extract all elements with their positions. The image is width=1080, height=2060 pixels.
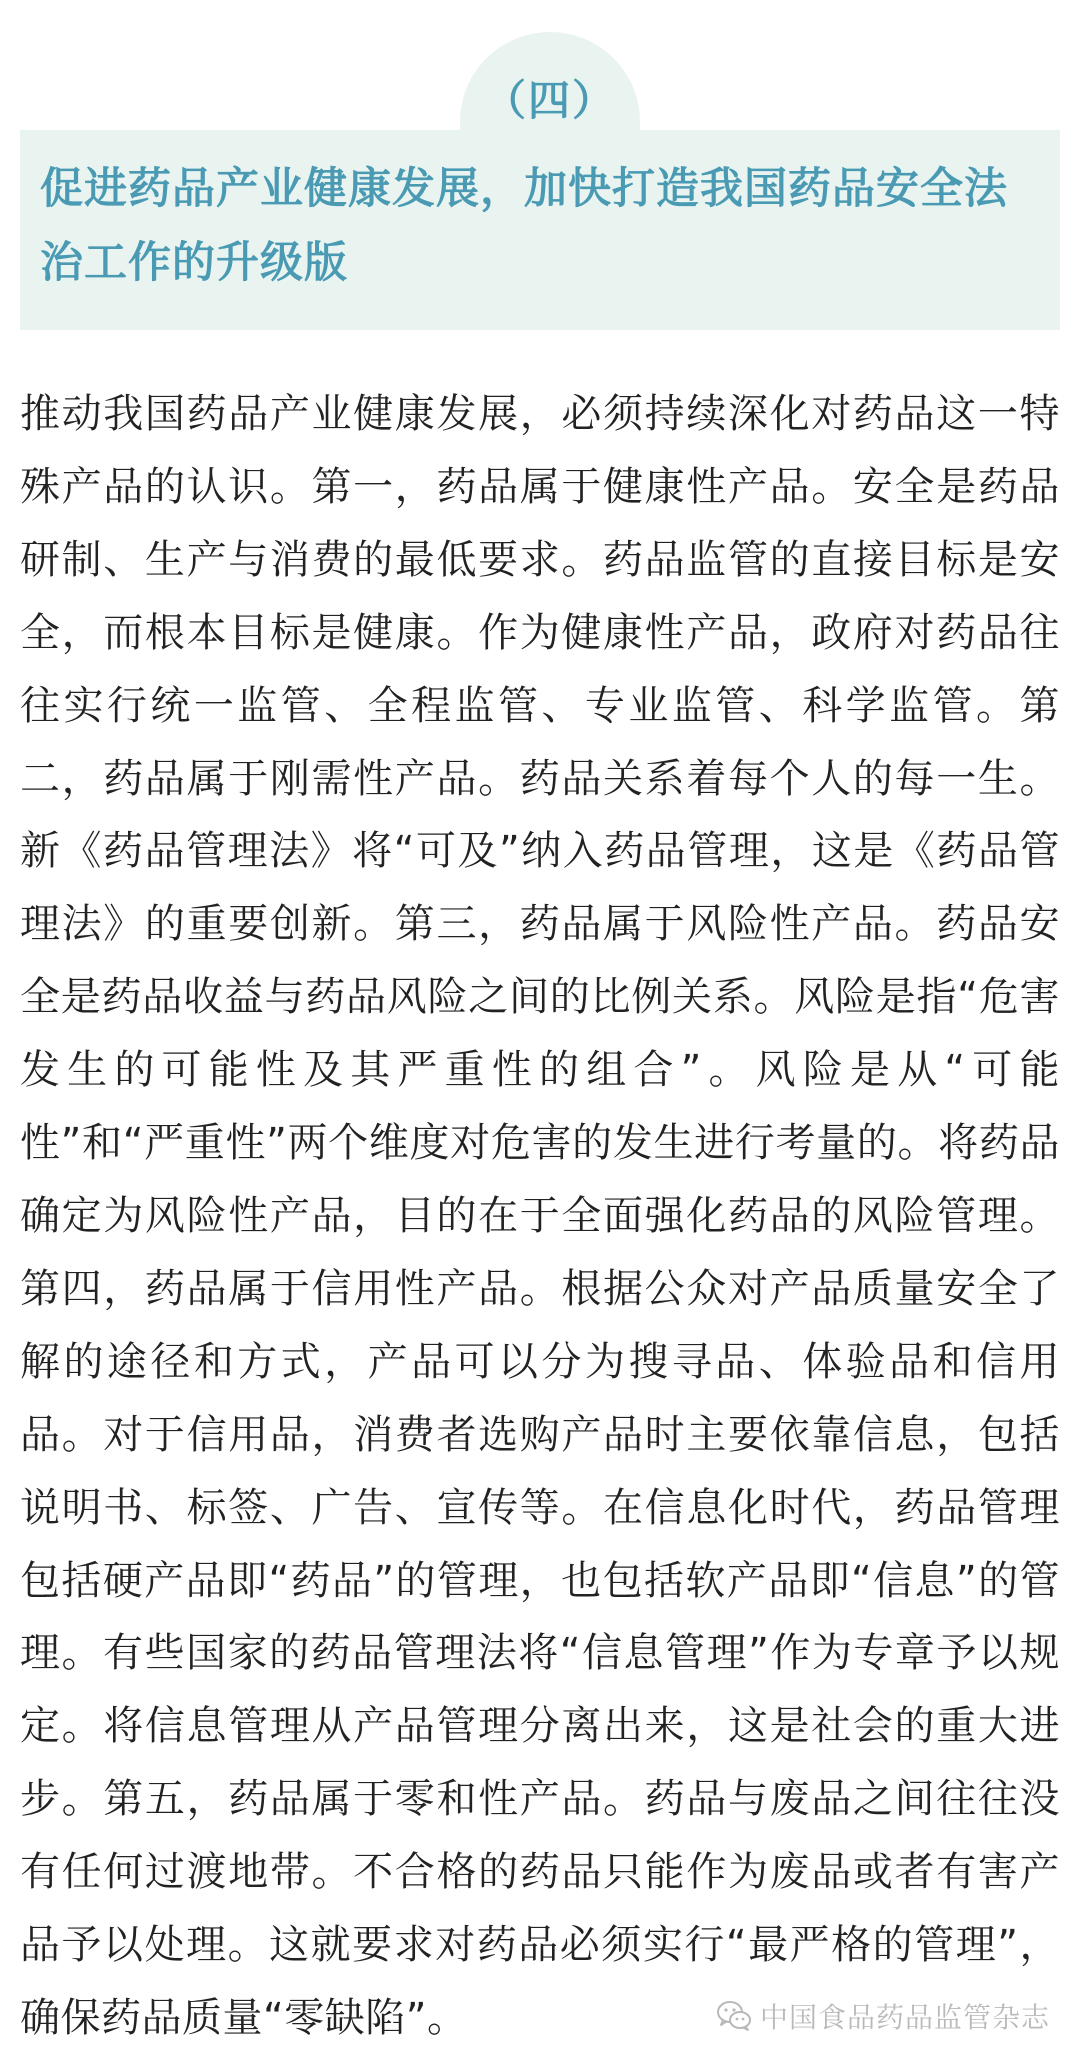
- section-title: 促进药品产业健康发展，加快打造我国药品安全法治工作的升级版: [40, 164, 1008, 288]
- section-header: [20, 0, 1060, 340]
- watermark-text: 中国食品药品监管杂志: [759, 2001, 1050, 2034]
- wechat-icon: [716, 2000, 752, 2032]
- section-title-box: [20, 130, 1060, 330]
- article-paragraph: 推动我国药品产业健康发展，必须持续深化对药品这一特殊产品的认识。第一，药品属于健康性产品。安全是药品研制、生产与消费的最低要求。药品监管的直接目标是安全，而根本目标是健康。作为健康性产品，政府对药品往往实行统一监管、全程监管、专业监管、科学监管。第二，药品属于刚需性产品。药品关系着每个人的每一生。新《药品管理法》将“可及”纳入药品管理，这是《药品管理法》的重要创新。第三，药品属于风险性产品。药品安全是药品收益与药品风险之间的比例关系。风险是指“危害发生的可能性及其严重性的组合”。风险是从“可能性”和“严重性”两个维度对危害的发生进行考量的。将药品确定为风险性产品，目的在于全面强化药品的风险管理。第四，药品属于信用性产品。根据公众对产品质量安全了解的途径和方式，产品可以分为搜寻品、体验品和信用品。对于信用品，消费者选购产品时主要依靠信息，包括说明书、标签、广告、宣传等。在信息化时代，药品管理包括硬产品即“药品”的管理，也包括软产品即“信息”的管理。有些国家的药品管理法将“信息管理”作为专章予以规定。将信息管理从产品管理分离出来，这是社会的重大进步。第五，药品属于零和性产品。药品与废品之间往往没有任何过渡地带。不合格的药品只能作为废品或者有害产品予以处理。这就要求对药品必须实行“最严格的管理”，确保药品质量“零缺陷”。: [20, 391, 1060, 2041]
- section-number: （四）: [483, 76, 616, 125]
- watermark: [716, 1996, 1050, 2036]
